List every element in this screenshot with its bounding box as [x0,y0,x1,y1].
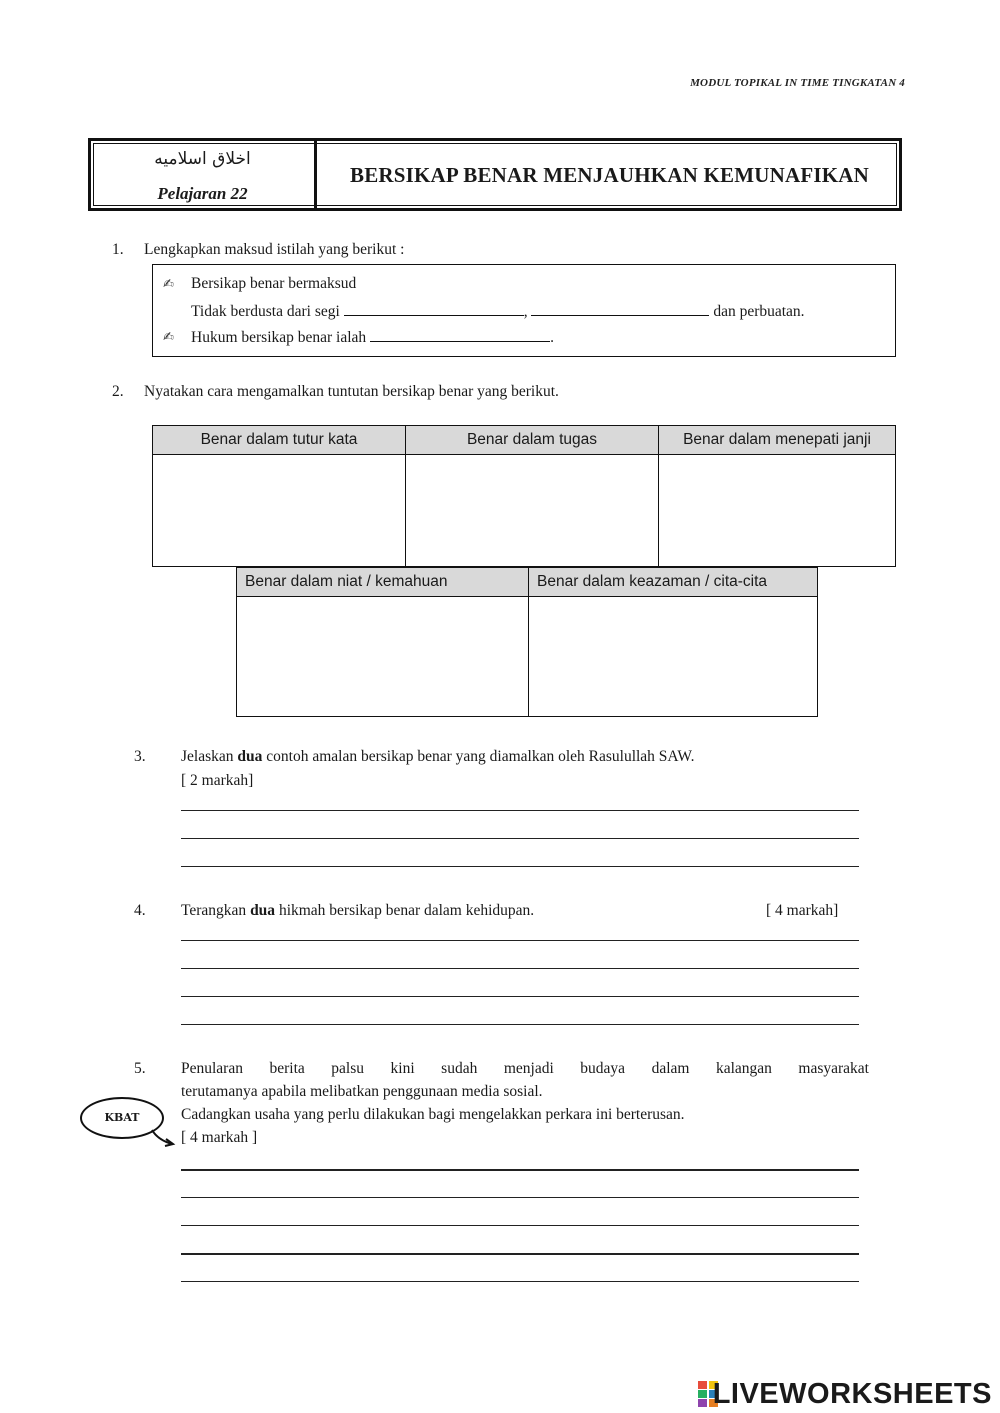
q1-answer-box [152,264,896,357]
q1-line3-prefix: Hukum bersikap benar ialah [191,329,367,346]
q2-text: Nyatakan cara mengamalkan tuntutan bersikap benar yang berikut. [144,383,559,400]
q3-text-b: contoh amalan bersikap benar yang diamalkan oleh Rasulullah SAW. [262,748,695,765]
q1-line2-suffix: dan perbuatan. [713,303,805,320]
q2-header-tugas: Benar dalam tugas [406,426,659,455]
q5-line1: Penularan berita palsu kini sudah menjadi budaya dalam kalangan masyarakat [181,1060,869,1077]
q2-table-2 [236,567,818,717]
q1-blank-1[interactable] [344,301,524,316]
q2-number: 2. [112,383,124,400]
q3-answer-line-2[interactable] [181,838,859,839]
lesson-header [88,138,902,211]
q4-text-bold: dua [250,902,276,919]
q2-answer-cell-tugas[interactable] [406,455,659,567]
q4-answer-line-2[interactable] [181,968,859,969]
q1-line3-end: . [550,329,554,346]
module-label: MODUL TOPIKAL IN TIME TINGKATAN 4 [690,77,905,89]
lesson-subject-cell [91,141,317,208]
q2-header-niat: Benar dalam niat / kemahuan [237,568,529,597]
q2-header-tutur-kata: Benar dalam tutur kata [153,426,406,455]
pen-icon: ✍ [163,277,174,292]
q4-answer-line-3[interactable] [181,996,859,997]
q3-text-bold: dua [237,748,263,765]
q1-blank-2[interactable] [531,301,709,316]
pen-icon: ✍ [163,330,174,345]
q3-number: 3. [134,748,146,765]
q5-answer-line-1[interactable] [181,1169,859,1171]
q1-line2-prefix: Tidak berdusta dari segi [191,303,340,320]
q1-line3 [191,327,554,347]
q5-line3: Cadangkan usaha yang perlu dilakukan bagi mengelakkan perkara ini berterusan. [181,1106,685,1123]
q4-number: 4. [134,902,146,919]
q5-line2: terutamanya apabila melibatkan penggunaan media sosial. [181,1083,543,1100]
q2-header-keazaman: Benar dalam keazaman / cita-cita [529,568,818,597]
q2-table-1 [152,425,896,567]
q5-answer-line-2[interactable] [181,1197,859,1198]
q3-marks: [ 2 markah] [181,772,254,789]
q5-answer-line-4[interactable] [181,1253,859,1255]
q5-marks: [ 4 markah ] [181,1129,258,1146]
q3-text [181,748,694,766]
q4-text-a: Terangkan [181,902,251,919]
liveworksheets-brand[interactable]: LIVEWORKSHEETS [712,1378,992,1410]
q2-answer-cell-tutur-kata[interactable] [153,455,406,567]
q3-answer-line-1[interactable] [181,810,859,811]
q2-answer-cell-niat[interactable] [237,597,529,717]
q3-text-a: Jelaskan [181,748,238,765]
q5-number: 5. [134,1060,146,1077]
q4-text-b: hikmah bersikap benar dalam kehidupan. [275,902,535,919]
q4-answer-line-4[interactable] [181,1024,859,1025]
q4-marks: [ 4 markah] [766,902,839,919]
lesson-title: BERSIKAP BENAR MENJAUHKAN KEMUNAFIKAN [349,163,869,187]
lesson-title-cell [320,141,899,208]
speech-bubble-icon [150,1128,176,1148]
q1-text: Lengkapkan maksud istilah yang berikut : [144,241,405,258]
q5-answer-line-5[interactable] [181,1281,859,1282]
q4-answer-line-1[interactable] [181,940,859,941]
q1-number: 1. [112,241,124,258]
q2-header-menepati-janji: Benar dalam menepati janji [659,426,896,455]
kbat-label: KBAT [104,1111,140,1124]
q1-line2-sep: , [523,303,528,320]
lesson-number: Pelajaran 22 [157,184,248,203]
q2-answer-cell-keazaman[interactable] [529,597,818,717]
q3-answer-line-3[interactable] [181,866,859,867]
q1-blank-3[interactable] [370,327,550,342]
q4-text [181,902,534,920]
q5-answer-line-3[interactable] [181,1225,859,1226]
jawi-subject-title: اخلاق اسلاميه [154,149,251,169]
q1-line2 [191,301,805,321]
q2-answer-cell-menepati-janji[interactable] [659,455,896,567]
q1-line1: Bersikap benar bermaksud [191,275,357,292]
